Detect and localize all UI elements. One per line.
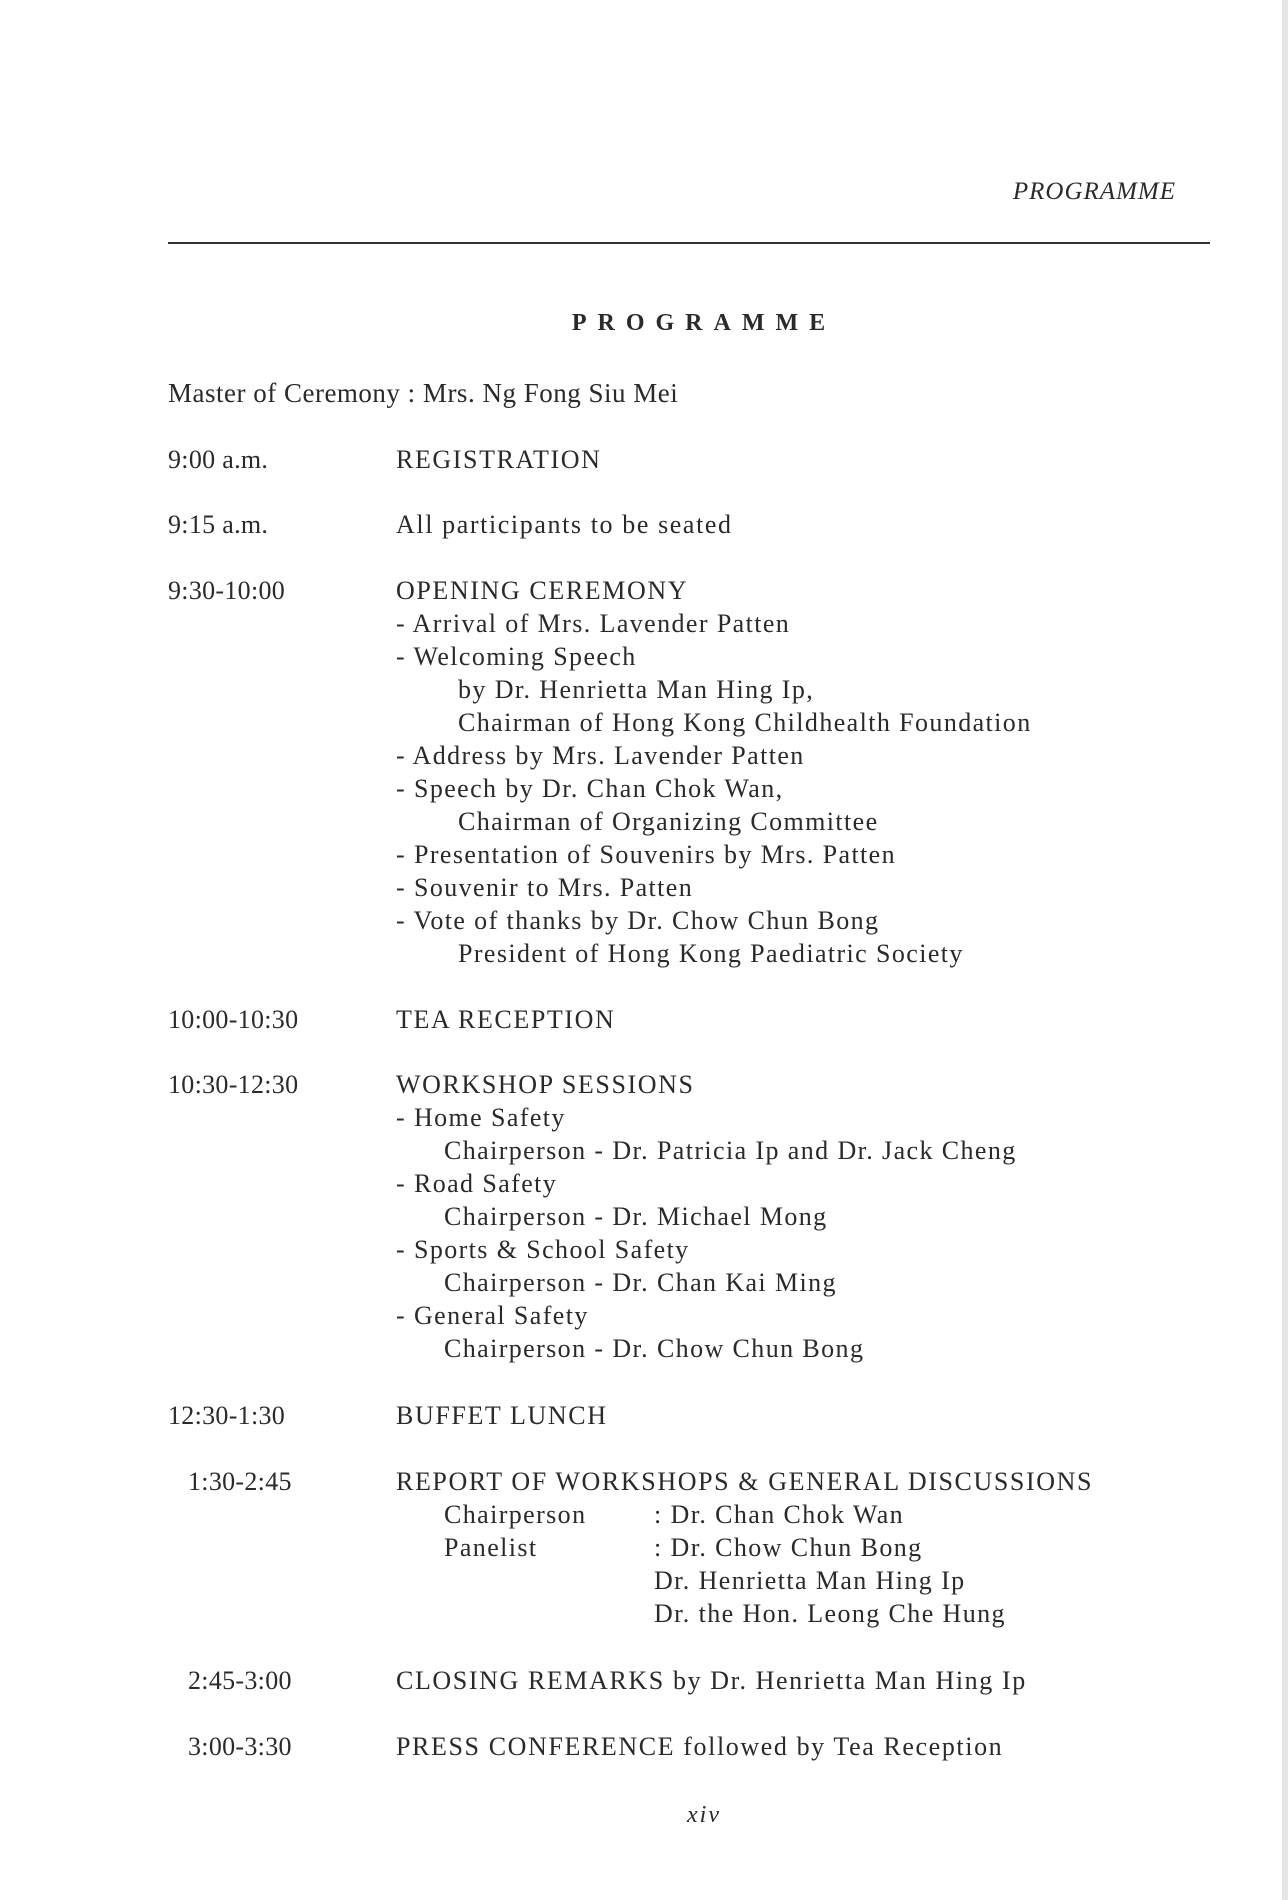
running-head: PROGRAMME	[1012, 178, 1176, 205]
agenda-detail: Chairperson - Dr. Michael Mong	[444, 1202, 828, 1231]
schedule-heading: All participants to be seated	[396, 510, 733, 539]
schedule-time: 9:00 a.m.	[168, 445, 269, 474]
schedule-heading: TEA RECEPTION	[396, 1005, 616, 1034]
schedule-heading: REPORT OF WORKSHOPS & GENERAL DISCUSSIONS	[396, 1467, 1094, 1496]
page-title: PROGRAMME	[571, 310, 837, 336]
agenda-item: - General Safety	[396, 1301, 589, 1330]
schedule-time: 10:30-12:30	[168, 1070, 299, 1099]
agenda-detail: Chairperson - Dr. Chan Kai Ming	[444, 1268, 837, 1297]
panelist-line	[396, 1531, 1093, 1564]
chairperson-line	[396, 1498, 1093, 1531]
agenda-item: - Address by Mrs. Lavender Patten	[396, 741, 805, 770]
schedule-time: 10:00-10:30	[168, 1005, 299, 1034]
schedule-heading: BUFFET LUNCH	[396, 1401, 608, 1430]
agenda-detail: by Dr. Henrietta Man Hing Ip,	[458, 675, 815, 704]
chairperson-label: Chairperson	[444, 1500, 587, 1529]
master-of-ceremony: Master of Ceremony : Mrs. Ng Fong Siu Mei	[168, 378, 679, 408]
panelist-name: Dr. Henrietta Man Hing Ip	[654, 1566, 966, 1595]
agenda-detail: Chairman of Organizing Committee	[458, 807, 879, 836]
schedule-heading: CLOSING REMARKS by Dr. Henrietta Man Hing Ip	[396, 1666, 1027, 1695]
colon: :	[654, 1533, 663, 1562]
colon: :	[654, 1500, 663, 1529]
agenda-detail: Chairperson - Dr. Chow Chun Bong	[444, 1334, 865, 1363]
schedule-time: 9:15 a.m.	[168, 510, 269, 539]
agenda-item: - Speech by Dr. Chan Chok Wan,	[396, 774, 784, 803]
panelist-name: Dr. Chow Chun Bong	[670, 1533, 923, 1562]
schedule-time: 1:30-2:45	[188, 1467, 292, 1496]
panelist-name: Dr. the Hon. Leong Che Hung	[654, 1599, 1006, 1628]
agenda-item: - Home Safety	[396, 1103, 566, 1132]
schedule-time: 12:30-1:30	[168, 1401, 286, 1430]
schedule-heading: OPENING CEREMONY	[396, 576, 689, 605]
page-edge	[1282, 0, 1288, 1900]
agenda-item: - Vote of thanks by Dr. Chow Chun Bong	[396, 906, 880, 935]
schedule-heading: WORKSHOP SESSIONS	[396, 1070, 695, 1099]
agenda-item: - Road Safety	[396, 1169, 558, 1198]
agenda-item: - Welcoming Speech	[396, 642, 637, 671]
schedule-time: 3:00-3:30	[188, 1732, 292, 1761]
schedule-time: 9:30-10:00	[168, 576, 286, 605]
agenda-detail: Chairperson - Dr. Patricia Ip and Dr. Jack Cheng	[444, 1136, 1017, 1165]
page-number: xiv	[687, 1802, 721, 1828]
schedule-heading: REGISTRATION	[396, 445, 602, 474]
agenda-item: - Souvenir to Mrs. Patten	[396, 873, 694, 902]
agenda-detail: Chairman of Hong Kong Childhealth Foundation	[458, 708, 1032, 737]
agenda-item: - Sports & School Safety	[396, 1235, 690, 1264]
agenda-item: - Presentation of Souvenirs by Mrs. Patten	[396, 840, 897, 869]
header-rule	[168, 242, 1210, 244]
chairperson-name: Dr. Chan Chok Wan	[670, 1500, 905, 1529]
agenda-item: - Arrival of Mrs. Lavender Patten	[396, 609, 791, 638]
panelist-label: Panelist	[444, 1533, 538, 1562]
agenda-detail: President of Hong Kong Paediatric Society	[458, 939, 964, 968]
schedule-heading: PRESS CONFERENCE followed by Tea Reception	[396, 1732, 1004, 1761]
schedule-time: 2:45-3:00	[188, 1666, 292, 1695]
